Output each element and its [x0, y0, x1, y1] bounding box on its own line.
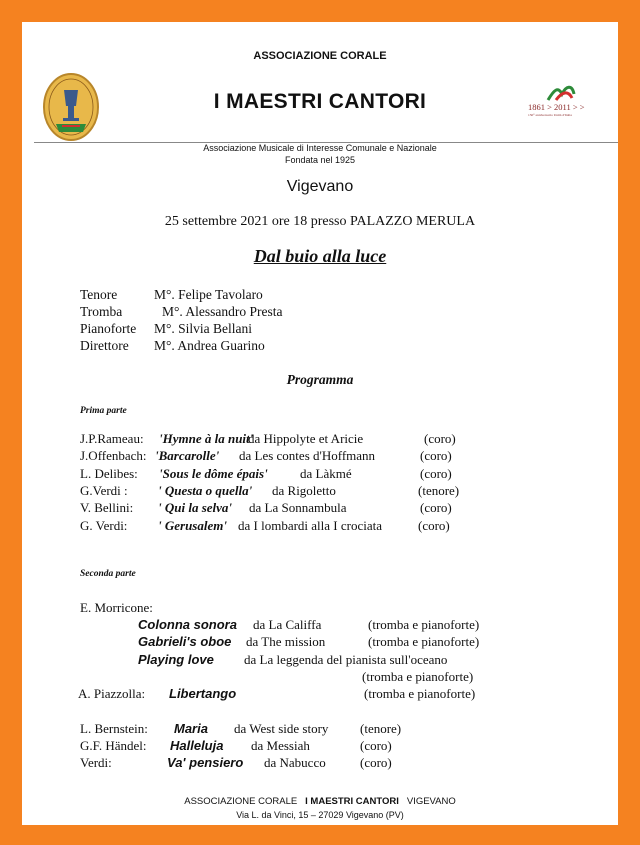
program-note: (coro) — [360, 738, 392, 753]
header-subtitle: Associazione Musicale di Interesse Comunale e Nazionale — [203, 143, 437, 153]
program-work: Va' pensiero — [167, 755, 244, 770]
program-source: da La Sonnambula — [249, 500, 347, 515]
footer-line — [22, 796, 618, 807]
anniversary-caption: 150° anniversario Unità d'Italia — [528, 113, 572, 117]
footer-address: Via L. da Vinci, 15 – 27029 Vigevano (PV) — [236, 810, 404, 820]
program-work: Halleluja — [170, 738, 224, 753]
performer-name: M°. Felipe Tavolaro — [154, 287, 263, 302]
program-work: 'Sous le dôme épais' — [159, 466, 268, 481]
event-date: 25 settembre 2021 ore 18 presso PALAZZO MERULA — [164, 214, 476, 229]
header-founded: Fondata nel 1925 — [284, 155, 356, 165]
program-work: Colonna sonora — [138, 617, 237, 632]
programma-heading: Programma — [286, 372, 354, 387]
program-composer: G. Verdi: — [80, 518, 128, 533]
program-source: da I lombardi alla I crociata — [238, 518, 383, 533]
program-note: (tenore) — [418, 483, 460, 498]
anniversary-years: 1861 > 2011 > > — [528, 102, 585, 112]
footer-association: ASSOCIAZIONE CORALE — [184, 796, 298, 807]
program-source: da The mission — [246, 634, 326, 649]
program-work: 'Hymne à la nuit' — [159, 431, 254, 446]
program-note: (tromba e pianoforte) — [364, 686, 476, 701]
program-source: da West side story — [234, 721, 329, 736]
program-source: da Nabucco — [264, 755, 326, 770]
footer-city: VIGEVANO — [406, 796, 456, 807]
seconda-parte-label: Seconda parte — [80, 569, 136, 579]
performer-name: M°. Andrea Guarino — [154, 338, 265, 353]
header-name: I MAESTRI CANTORI — [213, 90, 427, 113]
program-composer: G.Verdi : — [80, 483, 128, 498]
footer-name: I MAESTRI CANTORI — [305, 796, 399, 807]
event-title: Dal buio alla luce — [253, 246, 387, 266]
program-work: ' Qui la selva' — [158, 500, 233, 515]
program-work: 'Barcarolle' — [155, 448, 220, 463]
performer-name: M°. Silvia Bellani — [154, 321, 253, 336]
performer-role: Pianoforte — [80, 321, 137, 336]
program-composer: E. Morricone: — [80, 600, 153, 615]
program-note: (tromba e pianoforte) — [362, 669, 474, 684]
program-source: da Les contes d'Hoffmann — [239, 448, 376, 463]
program-note: (coro) — [420, 500, 452, 515]
header-association: ASSOCIAZIONE CORALE — [253, 50, 387, 62]
program-source: da La leggenda del pianista sull'oceano — [244, 652, 448, 667]
program-work: ' Gerusalem' — [158, 518, 227, 533]
event-city: Vigevano — [286, 178, 354, 195]
program-note: (coro) — [420, 466, 452, 481]
program-work: Playing love — [138, 652, 214, 667]
program-composer: L. Delibes: — [80, 466, 138, 481]
program-work: ' Questa o quella' — [158, 483, 253, 498]
program-sheet — [22, 22, 618, 825]
program-composer: J.Offenbach: — [80, 448, 147, 463]
program-note: (tenore) — [360, 721, 402, 736]
program-note: (coro) — [360, 755, 392, 770]
performer-name: M°. Alessandro Presta — [162, 304, 283, 319]
program-note: (tromba e pianoforte) — [368, 634, 480, 649]
program-composer: J.P.Rameau: — [80, 431, 144, 446]
program-note: (coro) — [418, 518, 450, 533]
prima-parte-label: Prima parte — [80, 406, 127, 416]
performer-role: Direttore — [80, 338, 129, 353]
program-composer: A. Piazzolla: — [78, 686, 146, 701]
program-source: da Hippolyte et Aricie — [248, 431, 364, 446]
program-note: (tromba e pianoforte) — [368, 617, 480, 632]
program-composer: Verdi: — [80, 755, 112, 770]
program-source: da Làkmé — [300, 466, 352, 481]
program-note: (coro) — [420, 448, 452, 463]
program-source: da La Califfa — [253, 617, 322, 632]
program-work: Libertango — [169, 686, 237, 701]
program-composer: L. Bernstein: — [80, 721, 148, 736]
program-note: (coro) — [424, 431, 456, 446]
program-composer: G.F. Händel: — [80, 738, 147, 753]
program-source: da Messiah — [251, 738, 310, 753]
program-source: da Rigoletto — [272, 483, 336, 498]
program-composer: V. Bellini: — [80, 500, 134, 515]
performer-role: Tromba — [80, 304, 123, 319]
program-work: Gabrieli's oboe — [138, 634, 232, 649]
program-work: Maria — [174, 721, 208, 736]
performer-role: Tenore — [80, 287, 118, 302]
